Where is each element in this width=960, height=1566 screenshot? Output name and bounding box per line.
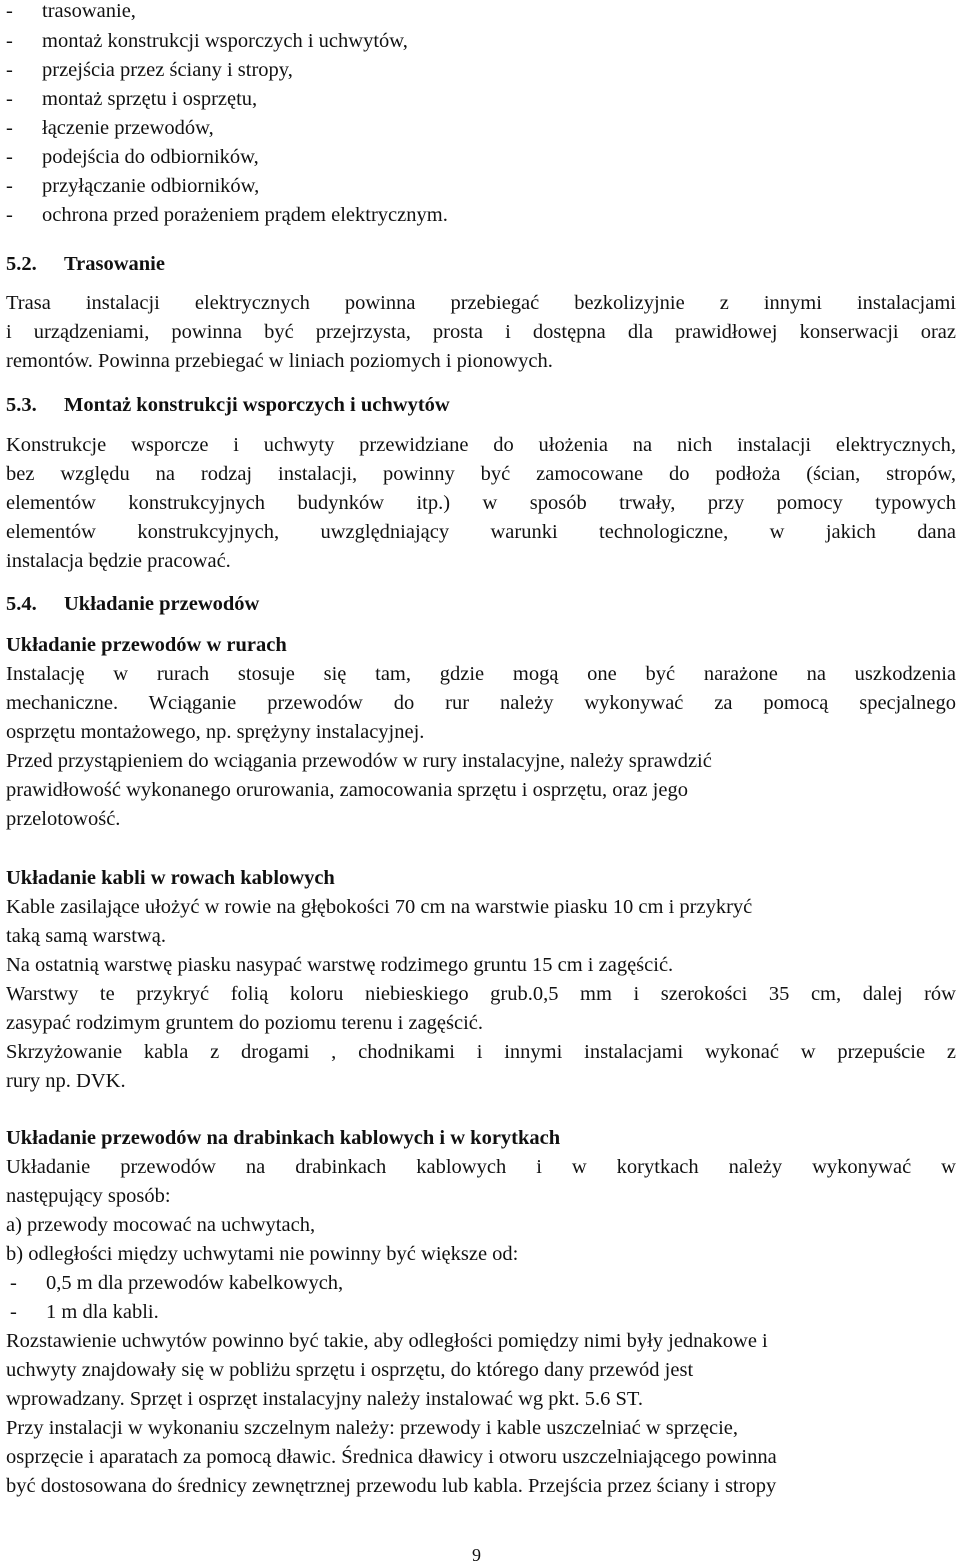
paragraph-line: bez względu na rodzaj instalacji, powinny być zamocowane do podłoża (ścian, stropów, [6, 463, 956, 485]
paragraph-line: Na ostatnią warstwę piasku nasypać warstwę rodzimego gruntu 15 cm i zagęścić. [6, 954, 674, 976]
page-number: 9 [472, 1545, 481, 1565]
list-item: b) odległości między uchwytami nie powinny być większe od: [6, 1243, 519, 1265]
subsection-heading: Układanie przewodów w rurach [6, 634, 287, 656]
paragraph-line: instalacja będzie pracować. [6, 550, 231, 572]
paragraph-line: rury np. DVK. [6, 1070, 126, 1092]
paragraph-line: Trasa instalacji elektrycznych powinna przebiegać bezkolizyjnie z innymi instalacjami [6, 292, 956, 314]
list-item: - trasowanie, [6, 0, 136, 22]
paragraph-line: mechaniczne. Wciąganie przewodów do rur należy wykonywać za pomocą specjalnego [6, 692, 956, 714]
paragraph-line: i urządzeniami, powinna być przejrzysta, prosta i dostępna dla prawidłowej konserwacji oraz [6, 321, 956, 343]
section-heading-5-3: 5.3. Montaż konstrukcji wsporczych i uchwytów [6, 394, 450, 416]
paragraph-line: elementów konstrukcyjnych budynków itp.) w sposób trwały, przy pomocy typowych [6, 492, 956, 514]
paragraph-line: prawidłowość wykonanego orurowania, zamocowania sprzętu i osprzętu, oraz jego [6, 779, 688, 801]
paragraph-line: osprzętu montażowego, np. sprężyny instalacyjnej. [6, 721, 425, 743]
paragraph-line: Przed przystąpieniem do wciągania przewodów w rury instalacyjne, należy sprawdzić [6, 750, 712, 772]
subsection-heading: Układanie kabli w rowach kablowych [6, 867, 335, 889]
paragraph-line: Instalację w rurach stosuje się tam, gdzie mogą one być narażone na uszkodzenia [6, 663, 956, 685]
list-item: - 1 m dla kabli. [10, 1301, 159, 1323]
list-item: - łączenie przewodów, [6, 117, 214, 139]
paragraph-line: Skrzyżowanie kabla z drogami , chodnikami i innymi instalacjami wykonać w przepuście z [6, 1041, 956, 1063]
subsection-heading: Układanie przewodów na drabinkach kablowych i w korytkach [6, 1127, 561, 1149]
list-item: - montaż sprzętu i osprzętu, [6, 88, 258, 110]
list-item: - ochrona przed porażeniem prądem elektrycznym. [6, 204, 448, 226]
paragraph-line: elementów konstrukcyjnych, uwzględniający warunki technologiczne, w jakich dana [6, 521, 956, 543]
paragraph-line: wprowadzany. Sprzęt i osprzęt instalacyjny należy instalować wg pkt. 5.6 ST. [6, 1388, 644, 1410]
paragraph-line: być dostosowana do średnicy zewnętrznej przewodu lub kabla. Przejścia przez ściany i stropy [6, 1475, 777, 1497]
list-item: - przejścia przez ściany i stropy, [6, 59, 293, 81]
list-item: - przyłączanie odbiorników, [6, 175, 260, 197]
list-item: - montaż konstrukcji wsporczych i uchwytów, [6, 30, 408, 52]
list-item: - 0,5 m dla przewodów kabelkowych, [10, 1272, 344, 1294]
paragraph-line: Kable zasilające ułożyć w rowie na głębokości 70 cm na warstwie piasku 10 cm i przykryć [6, 896, 753, 918]
paragraph-line: Układanie przewodów na drabinkach kablowych i w korytkach należy wykonywać w [6, 1156, 956, 1178]
paragraph-line: zasypać rodzimym gruntem do poziomu terenu i zagęścić. [6, 1012, 484, 1034]
paragraph-line: następujący sposób: [6, 1185, 171, 1207]
section-heading-5-4: 5.4. Układanie przewodów [6, 593, 260, 615]
paragraph-line: remontów. Powinna przebiegać w liniach poziomych i pionowych. [6, 350, 553, 372]
paragraph-line: Przy instalacji w wykonaniu szczelnym należy: przewody i kable uszczelniać w sprzęcie, [6, 1417, 739, 1439]
paragraph-line: osprzęcie i aparatach za pomocą dławic. Średnica dławicy i otworu uszczelniającego powinna [6, 1446, 777, 1468]
paragraph-line: uchwyty znajdowały się w pobliżu sprzętu i osprzętu, do którego dany przewód jest [6, 1359, 694, 1381]
paragraph-line: Konstrukcje wsporcze i uchwyty przewidziane do ułożenia na nich instalacji elektrycznych, [6, 434, 956, 456]
list-item: a) przewody mocować na uchwytach, [6, 1214, 316, 1236]
section-heading-5-2: 5.2. Trasowanie [6, 253, 165, 275]
paragraph-line: Rozstawienie uchwytów powinno być takie, aby odległości pomiędzy nimi były jednakowe i [6, 1330, 768, 1352]
paragraph-line: przelotowość. [6, 808, 121, 830]
paragraph-line: Warstwy te przykryć folią koloru niebieskiego grub.0,5 mm i szerokości 35 cm, dalej rów [6, 983, 956, 1005]
paragraph-line: taką samą warstwą. [6, 925, 166, 947]
list-item: - podejścia do odbiorników, [6, 146, 259, 168]
